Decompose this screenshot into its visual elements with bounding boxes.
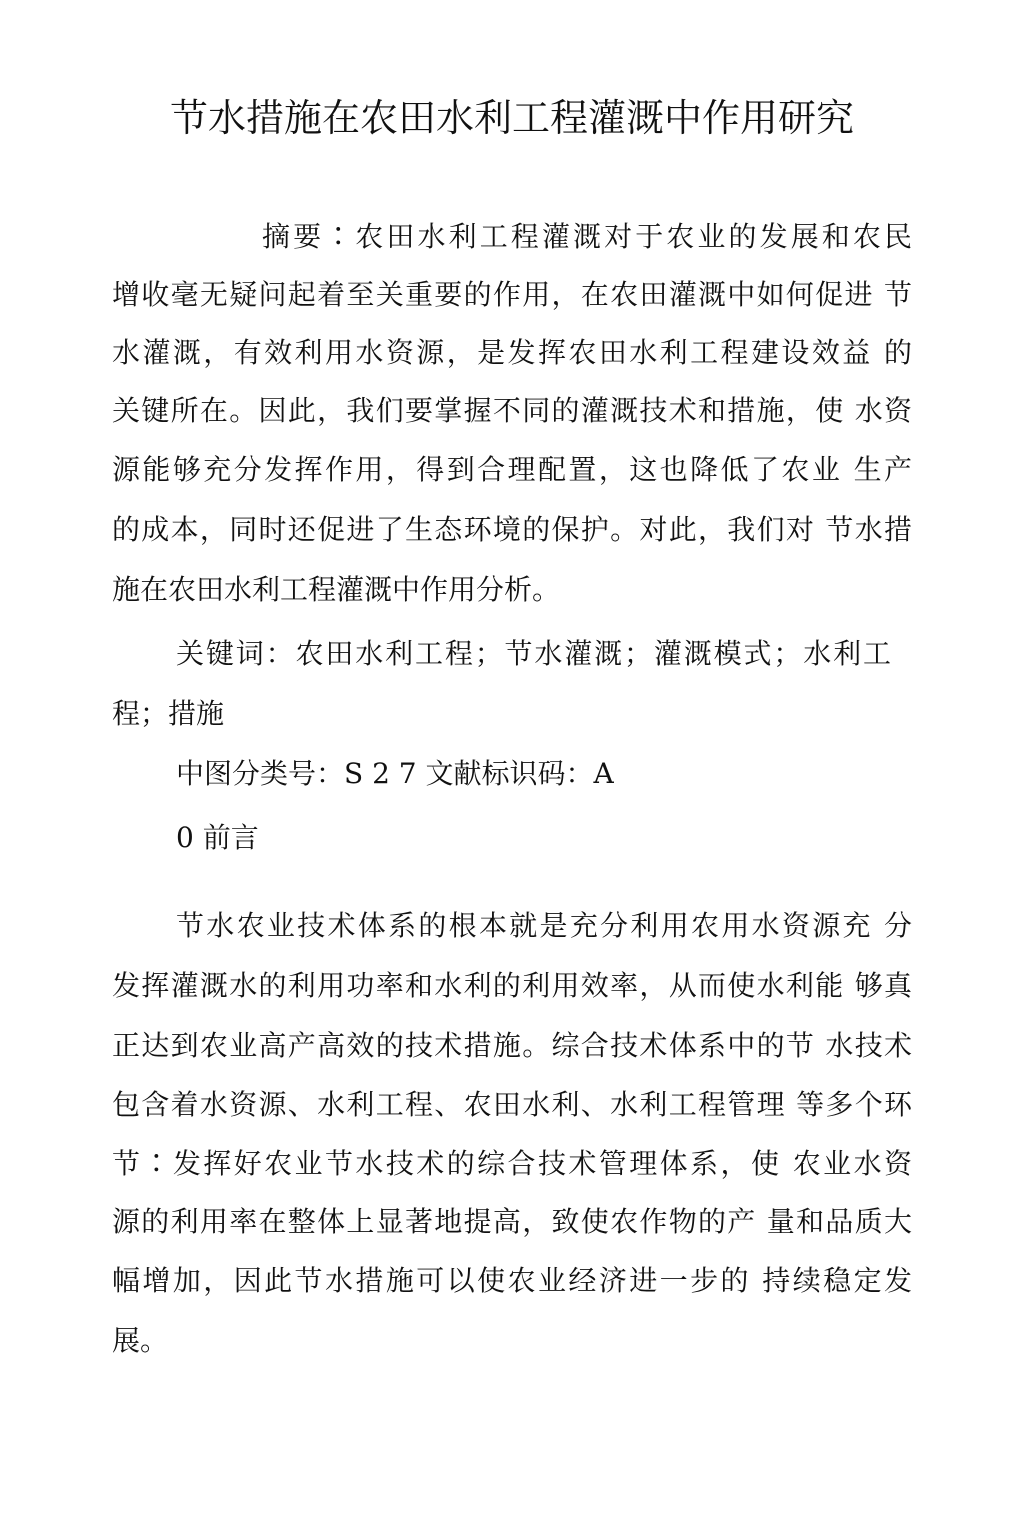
abstract-line: 摘要∶农田水利工程灌溉对于农业的发展和农民 xyxy=(262,220,912,253)
abstract-line: 增收毫无疑问起着至关重要的作用，在农田灌溉中如何促进 节 xyxy=(112,278,912,311)
classification-line: 中图分类号：S 2 7 文献标识码：A xyxy=(176,757,614,790)
abstract-line: 施在农田水利工程灌溉中作用分析。 xyxy=(112,573,561,606)
abstract-line: 关键所在。因此，我们要掌握不同的灌溉技术和措施，使 水资 xyxy=(112,394,912,427)
body-line: 节∶发挥好农业节水技术的综合技术管理体系，使 农业水资 xyxy=(112,1147,912,1180)
abstract-line: 的成本，同时还促进了生态环境的保护。对此，我们对 节水措 xyxy=(112,513,912,546)
body-line: 节水农业技术体系的根本就是充分利用农用水资源充 分 xyxy=(176,909,912,942)
abstract-line: 源能够充分发挥作用，得到合理配置，这也降低了农业 生产 xyxy=(112,453,912,486)
body-line: 展。 xyxy=(112,1324,169,1357)
section-heading: 0 前言 xyxy=(176,821,259,854)
body-line: 源的利用率在整体上显著地提高，致使农作物的产 量和品质大 xyxy=(112,1205,912,1238)
keywords-line: 程；措施 xyxy=(112,697,225,730)
abstract-line: 水灌溉，有效利用水资源，是发挥农田水利工程建设效益 的 xyxy=(112,336,912,369)
body-line: 幅增加，因此节水措施可以使农业经济进一步的 持续稳定发 xyxy=(112,1264,912,1297)
body-line: 发挥灌溉水的利用功率和水利的利用效率，从而使水利能 够真 xyxy=(112,969,912,1002)
body-line: 正达到农业高产高效的技术措施。综合技术体系中的节 水技术 xyxy=(112,1029,912,1062)
document-title: 节水措施在农田水利工程灌溉中作用研究 xyxy=(169,96,854,140)
keywords-line: 关键词：农田水利工程；节水灌溉；灌溉模式；水利工 xyxy=(176,637,891,670)
body-line: 包含着水资源、水利工程、农田水利、水利工程管理 等多个环 xyxy=(112,1088,912,1121)
